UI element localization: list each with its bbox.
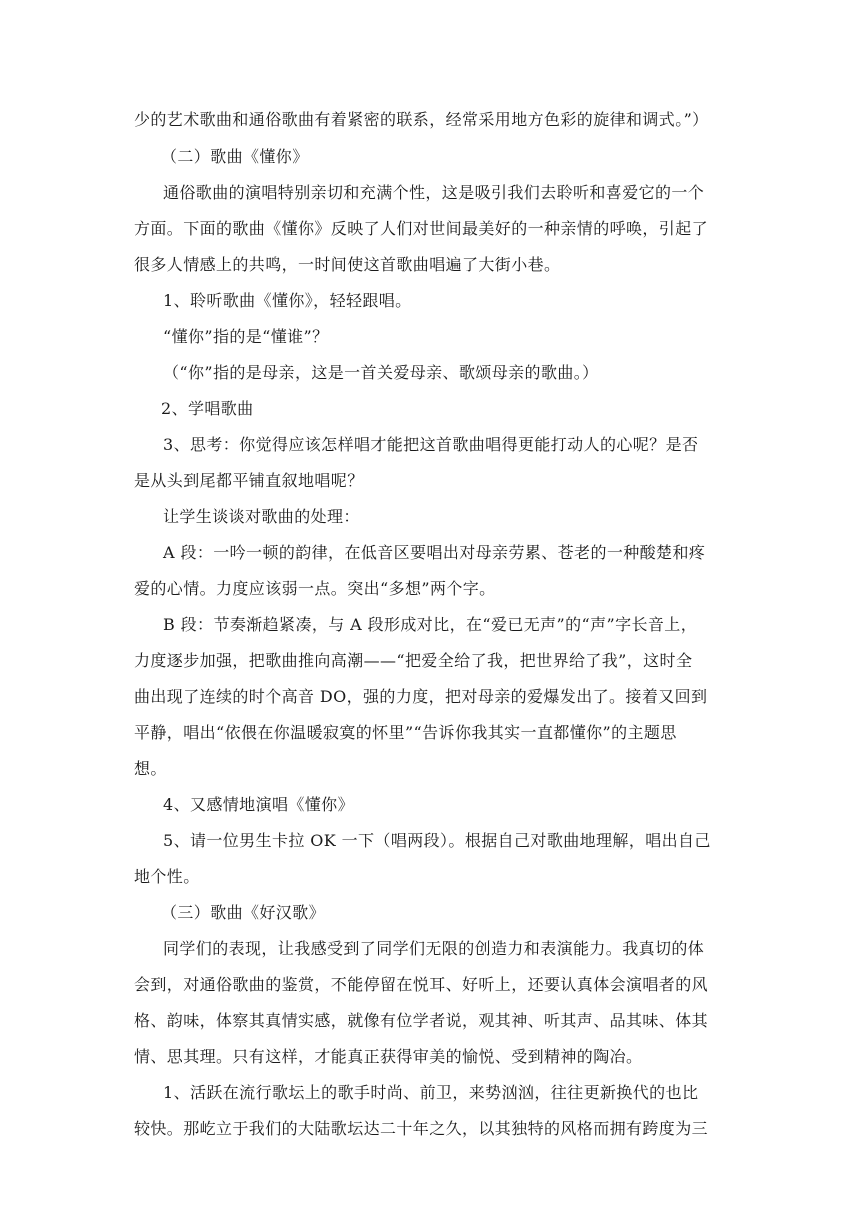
text-line: B 段：节奏渐趋紧凑，与 A 段形成对比，在“爱已无声”的“声”字长音上， xyxy=(163,615,698,634)
text-line: 很多人情感上的共鸣，一时间使这首歌曲唱遍了大街小巷。 xyxy=(134,255,561,274)
text-line: 是从头到尾都平铺直叙地唱呢？ xyxy=(134,471,364,490)
text-line: 让学生谈谈对歌曲的处理： xyxy=(163,507,360,526)
text-line: A 段：一吟一顿的韵律，在低音区要唱出对母亲劳累、苍老的一种酸楚和疼 xyxy=(163,543,706,562)
text-line: 平静，唱出“依偎在你温暖寂寞的怀里”“告诉你我其实一直都懂你”的主题思 xyxy=(134,723,677,742)
text-line: 1、活跃在流行歌坛上的歌手时尚、前卫，来势汹汹，往往更新换代的也比 xyxy=(163,1083,699,1102)
text-line: 同学们的表现，让我感受到了同学们无限的创造力和表演能力。我真切的体 xyxy=(163,939,705,958)
text-line: 少的艺术歌曲和通俗歌曲有着紧密的联系，经常采用地方色彩的旋律和调式。”） xyxy=(134,110,709,129)
text-line: 5、请一位男生卡拉 OK 一下（唱两段）。根据自己对歌曲地理解，唱出自己 xyxy=(163,831,711,850)
text-line: 2、学唱歌曲 xyxy=(161,399,254,418)
text-line: 1、聆听歌曲《懂你》，轻轻跟唱。 xyxy=(163,291,412,310)
text-line: 爱的心情。力度应该弱一点。突出“多想”两个字。 xyxy=(134,579,496,598)
text-line: 较快。那屹立于我们的大陆歌坛达二十年之久，以其独特的风格而拥有跨度为三 xyxy=(134,1119,709,1138)
text-line: 会到，对通俗歌曲的鉴赏，不能停留在悦耳、好听上，还要认真体会演唱者的风 xyxy=(134,975,709,994)
text-line: 4、又感情地演唱《懂你》 xyxy=(163,795,354,814)
text-line: 情、思其理。只有这样，才能真正获得审美的愉悦、受到精神的陶冶。 xyxy=(134,1047,643,1066)
text-line: “懂你”指的是“懂谁”？ xyxy=(163,327,329,346)
text-line: （“你”指的是母亲，这是一首关爱母亲、歌颂母亲的歌曲。） xyxy=(163,363,599,382)
text-line: 3、思考：你觉得应该怎样唱才能把这首歌曲唱得更能打动人的心呢？是否 xyxy=(163,435,699,454)
text-line: 地个性。 xyxy=(134,867,200,886)
text-line: 曲出现了连续的时个高音 DO，强的力度，把对母亲的爱爆发出了。接着又回到 xyxy=(134,687,708,706)
section-heading: （二）歌曲《懂你》 xyxy=(161,147,309,166)
text-line: 力度逐步加强，把歌曲推向高潮——“把爱全给了我，把世界给了我”，这时全 xyxy=(134,651,693,670)
text-line: 方面。下面的歌曲《懂你》反映了人们对世间最美好的一种亲情的呼唤，引起了 xyxy=(134,219,709,238)
section-heading: （三）歌曲《好汉歌》 xyxy=(161,903,326,922)
text-line: 想。 xyxy=(134,759,167,778)
text-line: 通俗歌曲的演唱特别亲切和充满个性，这是吸引我们去聆听和喜爱它的一个 xyxy=(163,183,705,202)
text-line: 格、韵味，体察其真情实感，就像有位学者说，观其神、听其声、品其味、体其 xyxy=(134,1011,709,1030)
